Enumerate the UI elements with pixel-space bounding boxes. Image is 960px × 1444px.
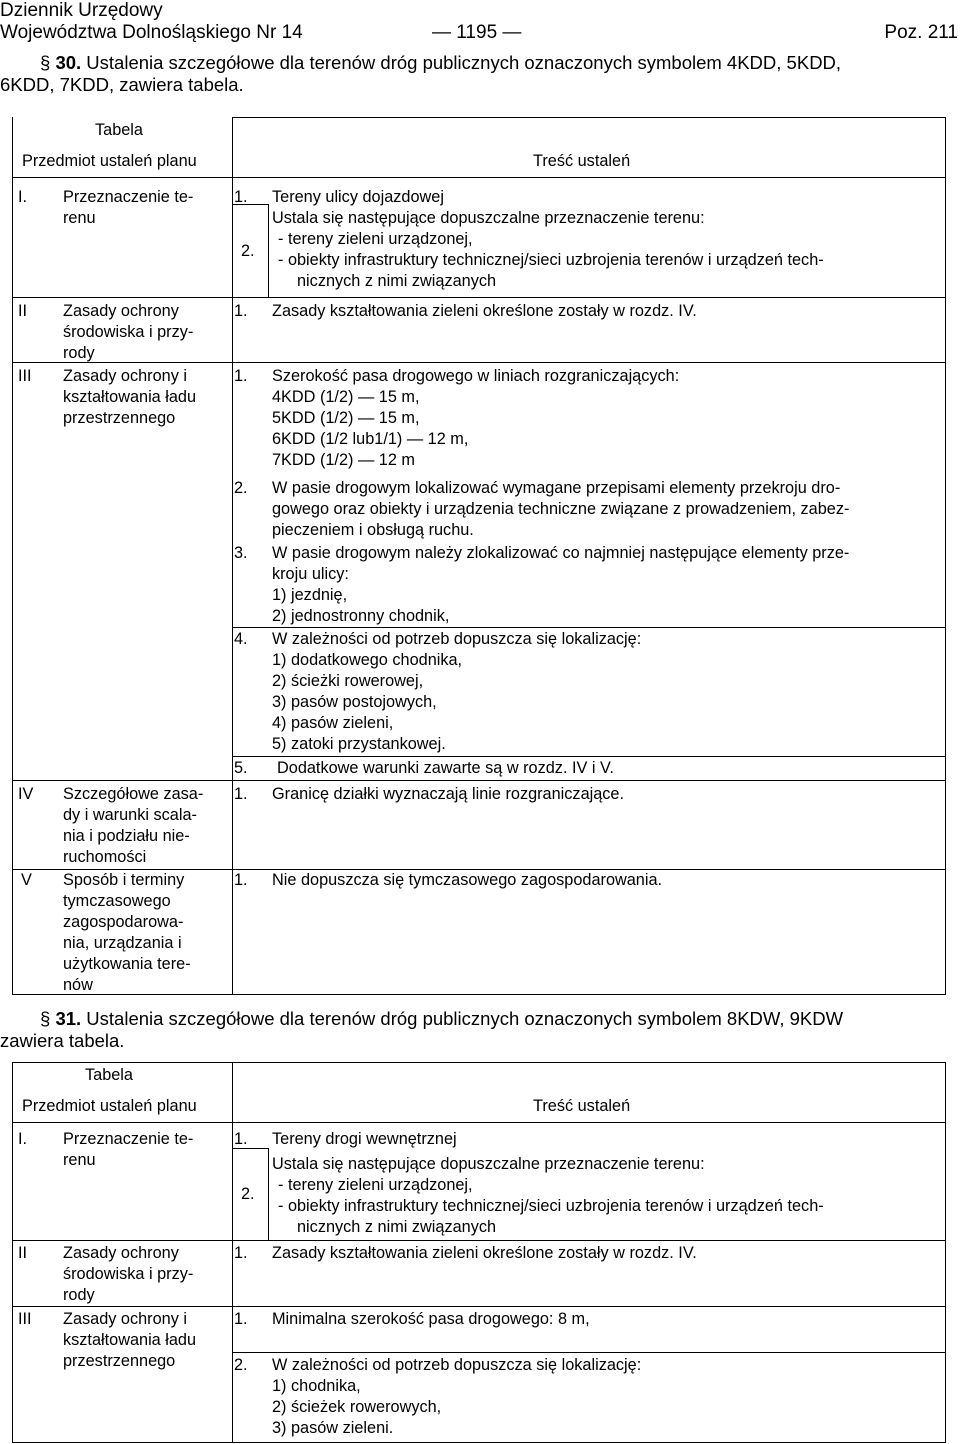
- column-header-subject: Przedmiot ustaleń planu: [22, 152, 197, 170]
- item-text: W pasie drogowym lokalizować wymagane przepisami elementy przekroju dro- gowego oraz obiekty i urządzenia techniczne związane z prowadzeniem, zabez- pieczeniem i obsługą ruchu.: [272, 479, 850, 539]
- position-number: Poz. 211: [884, 22, 958, 43]
- item-text: Szerokość pasa drogowego w liniach rozgraniczających: 4KDD (1/2) — 15 m, 5KDD (1/2) — 15 m, 6KDD (1/2 lub1/1) — 12 m, 7KDD (1/2) — 12 m: [272, 367, 680, 469]
- row-number: II: [18, 1244, 28, 1262]
- row-number: III: [18, 1310, 32, 1328]
- row-subject: Zasady ochrony środowiska i przy- rody: [63, 302, 194, 362]
- row-number: I.: [18, 188, 28, 206]
- item-text: Nie dopuszcza się tymczasowego zagospodarowania.: [272, 871, 663, 889]
- item-number: 1.: [234, 1130, 248, 1148]
- item-text: W pasie drogowym należy zlokalizować co najmniej następujące elementy prze- kroju ulicy: 1) jezdnię, 2) jednostronny chodnik,: [272, 544, 850, 625]
- item-text: Dodatkowe warunki zawarte są w rozdz. IV i V.: [277, 759, 614, 777]
- section-number: 30.: [55, 52, 82, 73]
- row-subject: Zasady ochrony i kształtowania ładu przestrzennego: [63, 1310, 197, 1370]
- item-number: 1.: [234, 188, 248, 206]
- table-section-31: [12, 1062, 946, 1443]
- item-text: Granicę działki wyznaczają linie rozgraniczające.: [272, 785, 625, 803]
- row-subject: Szczegółowe zasa- dy i warunki scala- nia i podziału nie- ruchomości: [63, 785, 204, 866]
- item-number: 2.: [241, 1185, 255, 1203]
- item-text: Tereny drogi wewnętrznej: [272, 1130, 457, 1148]
- section-symbol: §: [40, 1008, 51, 1029]
- row-number: III: [18, 367, 32, 385]
- row-subject: Przeznaczenie te- renu: [63, 1130, 194, 1169]
- section-31-intro: [0, 1008, 958, 1052]
- item-number: 3.: [234, 544, 248, 562]
- item-number: 1.: [234, 1310, 248, 1328]
- voivodeship-issue: Województwa Dolnośląskiego Nr 14: [0, 22, 303, 43]
- item-number: 2.: [241, 242, 255, 260]
- row-number: IV: [18, 785, 34, 803]
- item-number: 1.: [234, 871, 248, 889]
- table-caption: Tabela: [85, 1066, 133, 1084]
- item-text: Ustala się następujące dopuszczalne przeznaczenie terenu: - tereny zieleni urządzonej, - obiekty infrastruktury technicznej/sieci uzbrojenia terenów i urządzeń tech- nicznych z nimi związanych: [272, 209, 824, 290]
- section-text-line: zawiera tabela.: [0, 1030, 125, 1051]
- item-number: 2.: [234, 1356, 248, 1374]
- item-number: 2.: [234, 479, 248, 497]
- column-header-subject: Przedmiot ustaleń planu: [22, 1097, 197, 1115]
- column-header-content: Treść ustaleń: [533, 152, 631, 170]
- row-number: V: [21, 871, 32, 889]
- page-number: — 1195 —: [432, 22, 522, 43]
- column-header-content: Treść ustaleń: [533, 1097, 631, 1115]
- item-number: 1.: [234, 367, 248, 385]
- item-number: 5.: [234, 759, 248, 777]
- row-subject: Zasady ochrony i kształtowania ładu przestrzennego: [63, 367, 197, 427]
- item-text: W zależności od potrzeb dopuszcza się lokalizację: 1) chodnika, 2) ścieżek rowerowych, 3) pasów zieleni.: [272, 1356, 642, 1437]
- section-number: 31.: [55, 1008, 82, 1029]
- section-text-line: Ustalenia szczegółowe dla terenów dróg publicznych oznaczonych symbolem 4KDD, 5KDD,: [86, 52, 842, 73]
- item-number: 4.: [234, 630, 248, 648]
- item-text: Zasady kształtowania zieleni określone zostały w rozdz. IV.: [272, 302, 697, 320]
- section-symbol: §: [40, 52, 51, 73]
- table-section-30: [12, 117, 946, 995]
- item-text: Tereny ulicy dojazdowej: [272, 188, 444, 206]
- section-text-line: 6KDD, 7KDD, zawiera tabela.: [0, 74, 244, 95]
- table-caption: Tabela: [95, 121, 143, 139]
- item-text: Zasady kształtowania zieleni określone zostały w rozdz. IV.: [272, 1244, 697, 1262]
- item-text: Minimalna szerokość pasa drogowego: 8 m,: [272, 1310, 590, 1328]
- section-text-line: Ustalenia szczegółowe dla terenów dróg publicznych oznaczonych symbolem 8KDW, 9KDW: [86, 1008, 844, 1029]
- item-number: 1.: [234, 302, 248, 320]
- row-subject: Zasady ochrony środowiska i przy- rody: [63, 1244, 194, 1304]
- item-text: W zależności od potrzeb dopuszcza się lokalizację: 1) dodatkowego chodnika, 2) ścieżki rowerowej, 3) pasów postojowych, 4) pasów zieleni, 5) zatoki przystankowej.: [272, 630, 642, 753]
- row-number: I.: [18, 1130, 28, 1148]
- item-number: 1.: [234, 1244, 248, 1262]
- journal-title: Dziennik Urzędowy: [0, 0, 163, 21]
- item-number: 1.: [234, 785, 248, 803]
- section-30-intro: [0, 52, 958, 96]
- row-subject: Przeznaczenie te- renu: [63, 188, 194, 227]
- row-number: II: [18, 302, 28, 320]
- row-subject: Sposób i terminy tymczasowego zagospodarowa- nia, urządzania i użytkowania tere- nów: [63, 871, 191, 994]
- item-text: Ustala się następujące dopuszczalne przeznaczenie terenu: - tereny zieleni urządzonej, - obiekty infrastruktury technicznej/sieci uzbrojenia terenów i urządzeń tech- nicznych z nimi związanych: [272, 1155, 824, 1236]
